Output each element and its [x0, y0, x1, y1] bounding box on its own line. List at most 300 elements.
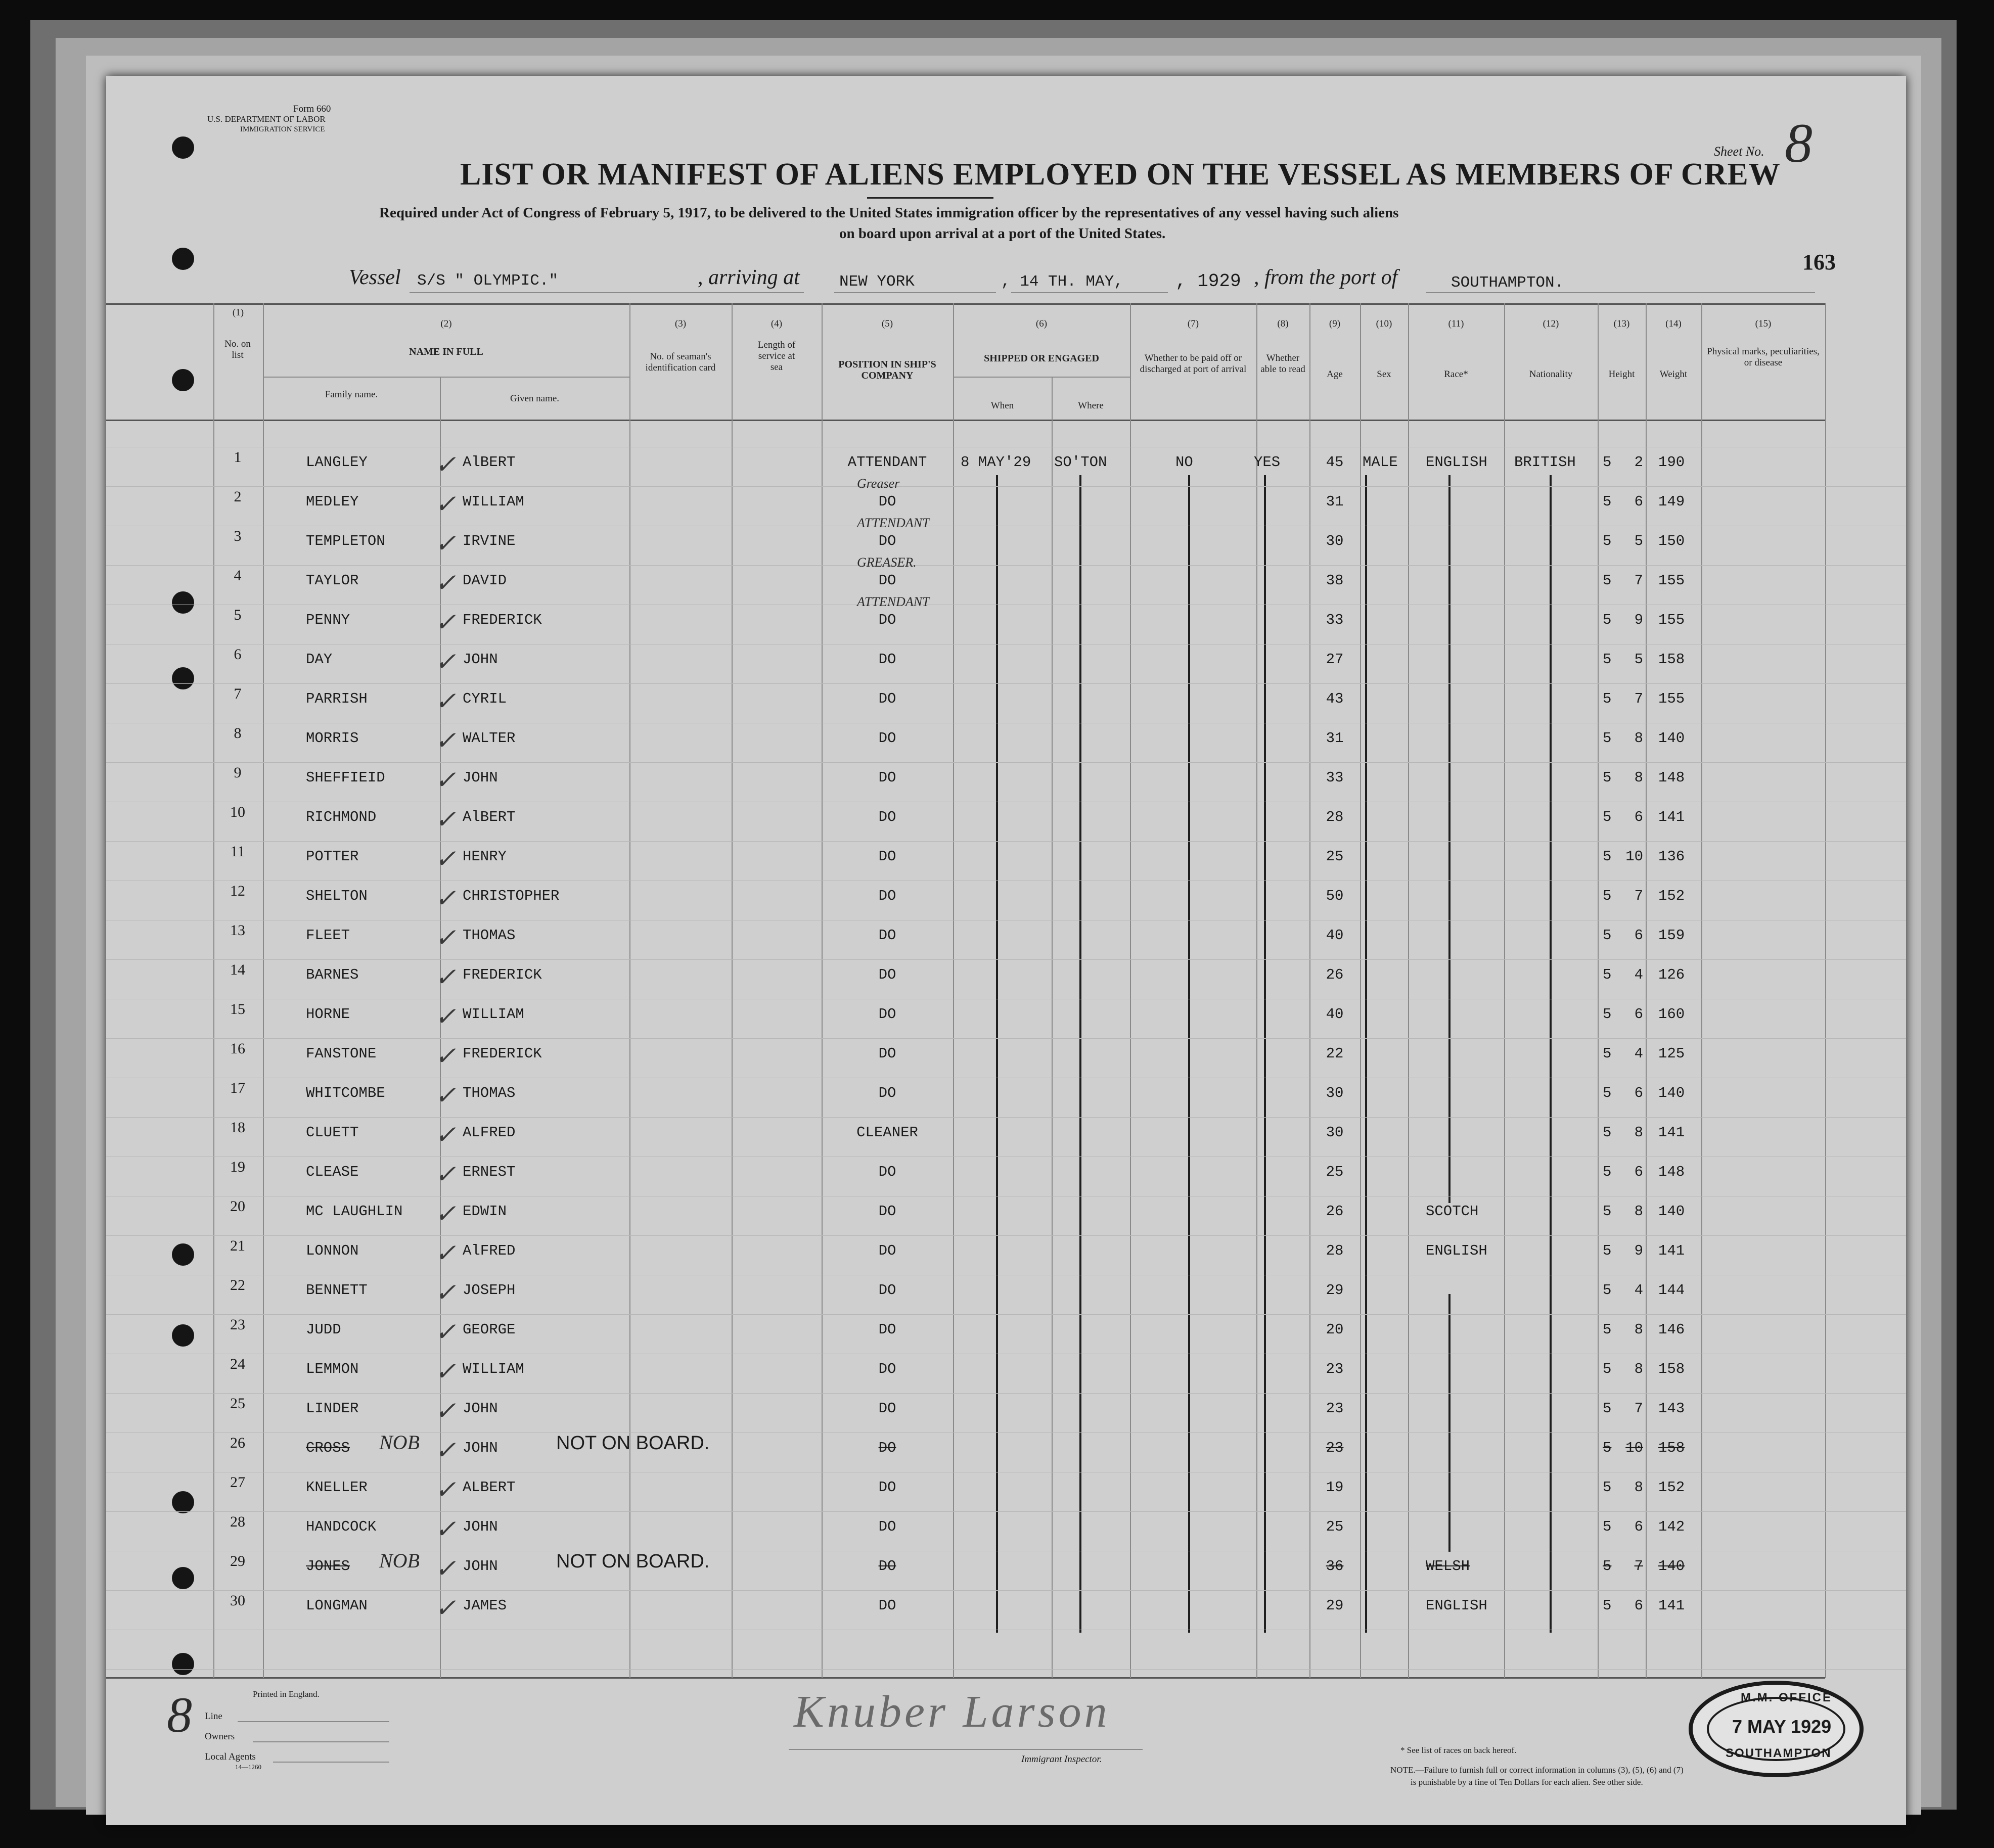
family-name: LEMMON: [306, 1361, 359, 1377]
check-mark-icon: ✓: [435, 1397, 456, 1425]
col14-number: (14): [1665, 318, 1682, 329]
family-name: WHITCOMBE: [306, 1085, 385, 1101]
height-feet: 5: [1603, 1361, 1612, 1377]
not-on-board-note: NOT ON BOARD.: [556, 1433, 710, 1454]
col3-header: No. of seaman's identification card: [645, 351, 716, 373]
given-name: JAMES: [463, 1597, 507, 1614]
family-name: MEDLEY: [306, 493, 359, 510]
height-feet: 5: [1603, 1518, 1612, 1535]
height-inches: 6: [1634, 1085, 1643, 1101]
position: DO: [878, 690, 896, 707]
check-mark-icon: ✓: [435, 1042, 456, 1070]
col11-number: (11): [1448, 318, 1464, 329]
owners-underline: [253, 1741, 389, 1742]
row-number: 27: [230, 1474, 245, 1491]
col14-header: Weight: [1659, 369, 1688, 380]
weight: 152: [1658, 888, 1685, 904]
weight: 148: [1658, 769, 1685, 786]
check-mark-icon: ✓: [435, 923, 456, 952]
height-feet: 5: [1603, 651, 1612, 668]
family-name: RICHMOND: [306, 809, 377, 825]
height-inches: 8: [1634, 1203, 1643, 1220]
punch-hole: [172, 136, 194, 159]
check-mark-icon: ✓: [435, 1278, 456, 1307]
position: DO: [878, 730, 896, 747]
weight: 146: [1658, 1321, 1685, 1338]
height-inches: 8: [1634, 1361, 1643, 1377]
given-name: THOMAS: [463, 927, 516, 944]
given-name: AlFRED: [463, 1242, 516, 1259]
table-top-rule: [106, 303, 1825, 305]
ruled-line: [106, 1314, 1906, 1315]
col4-header: Length of service at sea: [757, 340, 796, 373]
row-number: 15: [230, 1001, 245, 1018]
punch-hole: [172, 369, 194, 391]
position: DO: [878, 1321, 896, 1338]
given-name: FREDERICK: [463, 612, 542, 628]
title-underline: [867, 197, 993, 199]
ruled-line: [106, 1235, 1906, 1236]
check-mark-icon: ✓: [435, 766, 456, 794]
arrival-port: NEW YORK: [839, 273, 915, 291]
given-name: JOHN: [463, 1400, 498, 1417]
vessel-name: S/S " OLYMPIC.": [417, 272, 559, 290]
family-name: JUDD: [306, 1321, 341, 1338]
given-name: WILLIAM: [463, 1361, 524, 1377]
arriving-label: , arriving at: [698, 266, 800, 289]
ruled-line: [106, 683, 1906, 684]
weight: 155: [1658, 612, 1685, 628]
line-label: Line: [205, 1711, 222, 1722]
office-stamp: [1689, 1681, 1864, 1777]
weight: 159: [1658, 927, 1685, 944]
nationality: BRITISH: [1514, 454, 1576, 471]
height-inches: 2: [1634, 454, 1643, 471]
penalty-note-1: NOTE.—Failure to furnish full or correct information in columns (3), (5), (6) and (7): [1390, 1765, 1684, 1775]
row-number: 5: [234, 607, 242, 623]
col6a-header: When: [990, 400, 1014, 411]
inspector-label: Immigrant Inspector.: [1021, 1754, 1102, 1765]
check-mark-icon: ✓: [435, 884, 456, 912]
col12-header: Nationality: [1529, 369, 1573, 380]
age: 30: [1326, 533, 1344, 549]
height-feet: 5: [1603, 1479, 1612, 1496]
penalty-note-2: is punishable by a fine of Ten Dollars for each alien. See other side.: [1411, 1777, 1643, 1787]
punch-hole: [172, 1653, 194, 1675]
check-mark-icon: ✓: [435, 1199, 456, 1228]
row-number: 20: [230, 1198, 245, 1215]
position: DO: [878, 1164, 896, 1180]
punch-hole: [172, 248, 194, 270]
position: DO: [878, 493, 896, 510]
height-feet: 5: [1603, 730, 1612, 747]
age: 25: [1326, 1518, 1344, 1535]
ruled-line: [106, 486, 1906, 487]
table-bottom-rule: [106, 1677, 1825, 1679]
given-name: CHRISTOPHER: [463, 888, 560, 904]
weight: 141: [1658, 1242, 1685, 1259]
check-mark-icon: ✓: [435, 805, 456, 834]
ruled-line: [106, 762, 1906, 763]
weight: 158: [1658, 1361, 1685, 1377]
punch-hole: [172, 1491, 194, 1513]
check-mark-icon: ✓: [435, 648, 456, 676]
shipped-when: 8 MAY'29: [961, 454, 1031, 471]
height-feet: 5: [1603, 888, 1612, 904]
col2-header: NAME IN FULL: [409, 346, 483, 357]
height-inches: 7: [1634, 1400, 1643, 1417]
given-name: FREDERICK: [463, 966, 542, 983]
height-inches: 10: [1625, 1440, 1643, 1456]
family-name: POTTER: [306, 848, 359, 865]
height-feet: 5: [1603, 1321, 1612, 1338]
col6-number: (6): [1035, 318, 1048, 329]
row-number: 30: [230, 1592, 245, 1609]
height-inches: 9: [1634, 1242, 1643, 1259]
given-name: JOHN: [463, 1440, 498, 1456]
check-mark-icon: ✓: [435, 726, 456, 755]
row-number: 14: [230, 961, 245, 978]
port-underline: [834, 292, 996, 293]
row-number: 11: [230, 843, 245, 860]
subtitle-line1: Required under Act of Congress of February 5, 1917, to be delivered to the United States immigration officer by the representatives of any vessel having such aliens: [379, 205, 1399, 221]
height-feet: 5: [1603, 809, 1612, 825]
col6b-header: Where: [1078, 400, 1104, 411]
vessel-underline: [410, 292, 804, 293]
weight: 141: [1658, 1124, 1685, 1141]
family-name: LANGLEY: [306, 454, 368, 471]
position-correction: ATTENDANT: [857, 594, 930, 609]
age: 25: [1326, 848, 1344, 865]
row-number: 6: [234, 646, 242, 663]
shipped-subheader-rule: [953, 377, 1130, 378]
family-name: PENNY: [306, 612, 350, 628]
weight: 140: [1658, 1558, 1685, 1575]
family-name: KNELLER: [306, 1479, 368, 1496]
race: ENGLISH: [1426, 1597, 1487, 1614]
height-inches: 4: [1634, 966, 1643, 983]
age: 26: [1326, 1203, 1344, 1220]
position: CLEANER: [856, 1124, 918, 1141]
family-name: SHELTON: [306, 888, 368, 904]
family-name: LINDER: [306, 1400, 359, 1417]
given-name: WILLIAM: [463, 493, 524, 510]
given-name: WALTER: [463, 730, 516, 747]
check-mark-icon: ✓: [435, 1357, 456, 1385]
family-name: MORRIS: [306, 730, 359, 747]
col5-number: (5): [881, 318, 893, 329]
position: DO: [878, 966, 896, 983]
given-name: ALFRED: [463, 1124, 516, 1141]
line-underline: [238, 1721, 389, 1722]
check-mark-icon: ✓: [435, 1515, 456, 1543]
height-feet: 5: [1603, 1400, 1612, 1417]
weight: 126: [1658, 966, 1685, 983]
position: DO: [878, 1242, 896, 1259]
given-name: ERNEST: [463, 1164, 516, 1180]
age: 30: [1326, 1124, 1344, 1141]
height-feet: 5: [1603, 1282, 1612, 1299]
col9-number: (9): [1329, 318, 1341, 329]
col15-number: (15): [1755, 318, 1772, 329]
row-number: 8: [234, 725, 242, 742]
arrival-year: , 1929: [1175, 271, 1241, 292]
weight: 149: [1658, 493, 1685, 510]
given-name: WILLIAM: [463, 1006, 524, 1023]
check-mark-icon: ✓: [435, 608, 456, 636]
family-name: CLUETT: [306, 1124, 359, 1141]
col2a-header: Family name.: [325, 389, 378, 400]
date-underline: [1011, 292, 1168, 293]
given-name: EDWIN: [463, 1203, 507, 1220]
ruled-line: [106, 1511, 1906, 1512]
position: DO: [878, 888, 896, 904]
ditto-line-where: [1079, 475, 1081, 1633]
check-mark-icon: ✓: [435, 1002, 456, 1031]
age: 23: [1326, 1440, 1344, 1456]
height-feet: 5: [1603, 966, 1612, 983]
ruled-line: [106, 565, 1906, 566]
row-number: 3: [234, 528, 242, 544]
age: 28: [1326, 809, 1344, 825]
position: DO: [878, 1085, 896, 1101]
family-name: BENNETT: [306, 1282, 368, 1299]
ruled-line: [106, 1117, 1906, 1118]
height-inches: 8: [1634, 769, 1643, 786]
able-to-read: YES: [1254, 454, 1281, 471]
position: DO: [878, 1597, 896, 1614]
family-name: HORNE: [306, 1006, 350, 1023]
row-number: 10: [230, 804, 245, 820]
ruled-line: [106, 1038, 1906, 1039]
age: 29: [1326, 1282, 1344, 1299]
given-name: JOHN: [463, 1518, 498, 1535]
height-feet: 5: [1603, 690, 1612, 707]
height-feet: 5: [1603, 1085, 1612, 1101]
given-name: CYRIL: [463, 690, 507, 707]
height-feet: 5: [1603, 927, 1612, 944]
check-mark-icon: ✓: [435, 845, 456, 873]
given-name: FREDERICK: [463, 1045, 542, 1062]
row-number: 4: [234, 567, 242, 584]
position-correction: Greaser: [857, 476, 900, 491]
agents-code: 14—1260: [235, 1763, 261, 1771]
age: 22: [1326, 1045, 1344, 1062]
row-number: 26: [230, 1435, 245, 1451]
punch-hole: [172, 1324, 194, 1347]
col13-number: (13): [1613, 318, 1630, 329]
weight: 190: [1658, 454, 1685, 471]
row-number: 23: [230, 1316, 245, 1333]
punch-hole: [172, 1243, 194, 1266]
ruled-line: [106, 1590, 1906, 1591]
row-number: 21: [230, 1237, 245, 1254]
check-mark-icon: ✓: [435, 687, 456, 715]
weight: 144: [1658, 1282, 1685, 1299]
page-number: 163: [1802, 250, 1836, 274]
ruled-line: [106, 959, 1906, 960]
weight: 136: [1658, 848, 1685, 865]
service: IMMIGRATION SERVICE: [240, 125, 325, 133]
age: 43: [1326, 690, 1344, 707]
weight: 158: [1658, 1440, 1685, 1456]
weight: 143: [1658, 1400, 1685, 1417]
position: ATTENDANT: [847, 454, 927, 471]
height-inches: 5: [1634, 533, 1643, 549]
department: U.S. DEPARTMENT OF LABOR: [207, 114, 326, 124]
check-mark-icon: ✓: [435, 1436, 456, 1464]
weight: 158: [1658, 651, 1685, 668]
given-name: AlBERT: [463, 454, 516, 471]
family-name: LONGMAN: [306, 1597, 368, 1614]
ditto-line-read: [1264, 475, 1266, 1633]
stamp-top: M.M. OFFICE: [1741, 1691, 1832, 1704]
ditto-line-race-top: [1448, 475, 1451, 1203]
given-name: AlBERT: [463, 809, 516, 825]
check-mark-icon: ✓: [435, 569, 456, 597]
age: 50: [1326, 888, 1344, 904]
height-inches: 6: [1634, 1164, 1643, 1180]
col13-header: Height: [1608, 369, 1635, 380]
sex: MALE: [1363, 454, 1398, 471]
given-name: JOHN: [463, 1558, 498, 1575]
family-name: TEMPLETON: [306, 533, 385, 549]
weight: 141: [1658, 809, 1685, 825]
given-name: IRVINE: [463, 533, 516, 549]
row-number: 28: [230, 1513, 245, 1530]
arrival-date: , 14 TH. MAY,: [1001, 273, 1123, 291]
height-inches: 6: [1634, 809, 1643, 825]
height-feet: 5: [1603, 848, 1612, 865]
family-name: MC LAUGHLIN: [306, 1203, 403, 1220]
manifest-sheet: [106, 76, 1906, 1825]
height-inches: 6: [1634, 1518, 1643, 1535]
vessel-label: Vessel: [349, 266, 401, 289]
check-mark-icon: ✓: [435, 1121, 456, 1149]
inspector-signature: Knuber Larson: [794, 1687, 1110, 1737]
age: 36: [1326, 1558, 1344, 1575]
weight: 140: [1658, 730, 1685, 747]
from-underline: [1426, 292, 1815, 293]
height-feet: 5: [1603, 1440, 1612, 1456]
col1-header: No. on list: [224, 339, 251, 360]
age: 25: [1326, 1164, 1344, 1180]
position: DO: [878, 1203, 896, 1220]
given-name: HENRY: [463, 848, 507, 865]
shipped-where: SO'TON: [1054, 454, 1107, 471]
age: 33: [1326, 769, 1344, 786]
col11-header: Race*: [1444, 369, 1468, 380]
signature-line: [789, 1749, 1143, 1750]
check-mark-icon: ✓: [435, 1239, 456, 1267]
family-name: TAYLOR: [306, 572, 359, 589]
name-subheader-rule: [263, 377, 629, 378]
row-number: 2: [234, 488, 242, 505]
height-feet: 5: [1603, 533, 1612, 549]
agents-underline: [273, 1762, 389, 1763]
ruled-line: [106, 841, 1906, 842]
row-number: 19: [230, 1159, 245, 1175]
weight: 125: [1658, 1045, 1685, 1062]
position-correction: GREASER.: [857, 555, 917, 570]
position: DO: [878, 1282, 896, 1299]
age: 40: [1326, 1006, 1344, 1023]
row-number: 7: [234, 685, 242, 702]
stamp-date: 7 MAY 1929: [1732, 1716, 1832, 1737]
age: 19: [1326, 1479, 1344, 1496]
sheet-number: 8: [1785, 112, 1812, 174]
height-inches: 9: [1634, 612, 1643, 628]
height-feet: 5: [1603, 1124, 1612, 1141]
row-number: 22: [230, 1277, 245, 1293]
age: 40: [1326, 927, 1344, 944]
height-feet: 5: [1603, 1597, 1612, 1614]
age: 27: [1326, 651, 1344, 668]
height-feet: 5: [1603, 493, 1612, 510]
race-note: * See list of races on back hereof.: [1400, 1745, 1517, 1755]
owners-label: Owners: [205, 1731, 235, 1742]
col2-number: (2): [440, 318, 452, 329]
height-inches: 6: [1634, 1006, 1643, 1023]
col1-number: (1): [232, 307, 244, 318]
check-mark-icon: ✓: [435, 529, 456, 558]
race: ENGLISH: [1426, 454, 1487, 471]
row-number: 12: [230, 883, 245, 899]
age: 23: [1326, 1361, 1344, 1377]
family-name: DAY: [306, 651, 333, 668]
age: 29: [1326, 1597, 1344, 1614]
not-on-board-note: NOT ON BOARD.: [556, 1551, 710, 1572]
header-bottom-rule: [106, 420, 1825, 421]
weight: 155: [1658, 690, 1685, 707]
col3-number: (3): [674, 318, 687, 329]
given-name: JOHN: [463, 651, 498, 668]
height-feet: 5: [1603, 1203, 1612, 1220]
check-mark-icon: ✓: [435, 1160, 456, 1188]
position: DO: [878, 1558, 896, 1575]
given-name: ALBERT: [463, 1479, 516, 1496]
footer-sheet-mark: 8: [167, 1687, 192, 1743]
weight: 150: [1658, 533, 1685, 549]
form-number: Form 660: [293, 104, 331, 114]
given-name: DAVID: [463, 572, 507, 589]
col7-number: (7): [1187, 318, 1199, 329]
age: 30: [1326, 1085, 1344, 1101]
age: 31: [1326, 730, 1344, 747]
col8-header: Whether able to read: [1260, 353, 1305, 375]
position: DO: [878, 1045, 896, 1062]
punch-hole: [172, 591, 194, 614]
height-feet: 5: [1603, 572, 1612, 589]
ditto-line-nationality: [1550, 475, 1552, 1633]
age: 38: [1326, 572, 1344, 589]
height-inches: 6: [1634, 1597, 1643, 1614]
col7-header: Whether to be paid off or discharged at port of arrival: [1140, 353, 1247, 375]
given-name: JOHN: [463, 769, 498, 786]
height-inches: 7: [1634, 1558, 1643, 1575]
height-inches: 10: [1625, 848, 1643, 865]
check-mark-icon: ✓: [435, 1475, 456, 1504]
height-feet: 5: [1603, 1164, 1612, 1180]
row-number: 18: [230, 1119, 245, 1136]
check-mark-icon: ✓: [435, 1318, 456, 1346]
family-name: CLEASE: [306, 1164, 359, 1180]
weight: 160: [1658, 1006, 1685, 1023]
height-feet: 5: [1603, 1045, 1612, 1062]
row-number: 24: [230, 1356, 245, 1372]
weight: 140: [1658, 1085, 1685, 1101]
family-name: LONNON: [306, 1242, 359, 1259]
